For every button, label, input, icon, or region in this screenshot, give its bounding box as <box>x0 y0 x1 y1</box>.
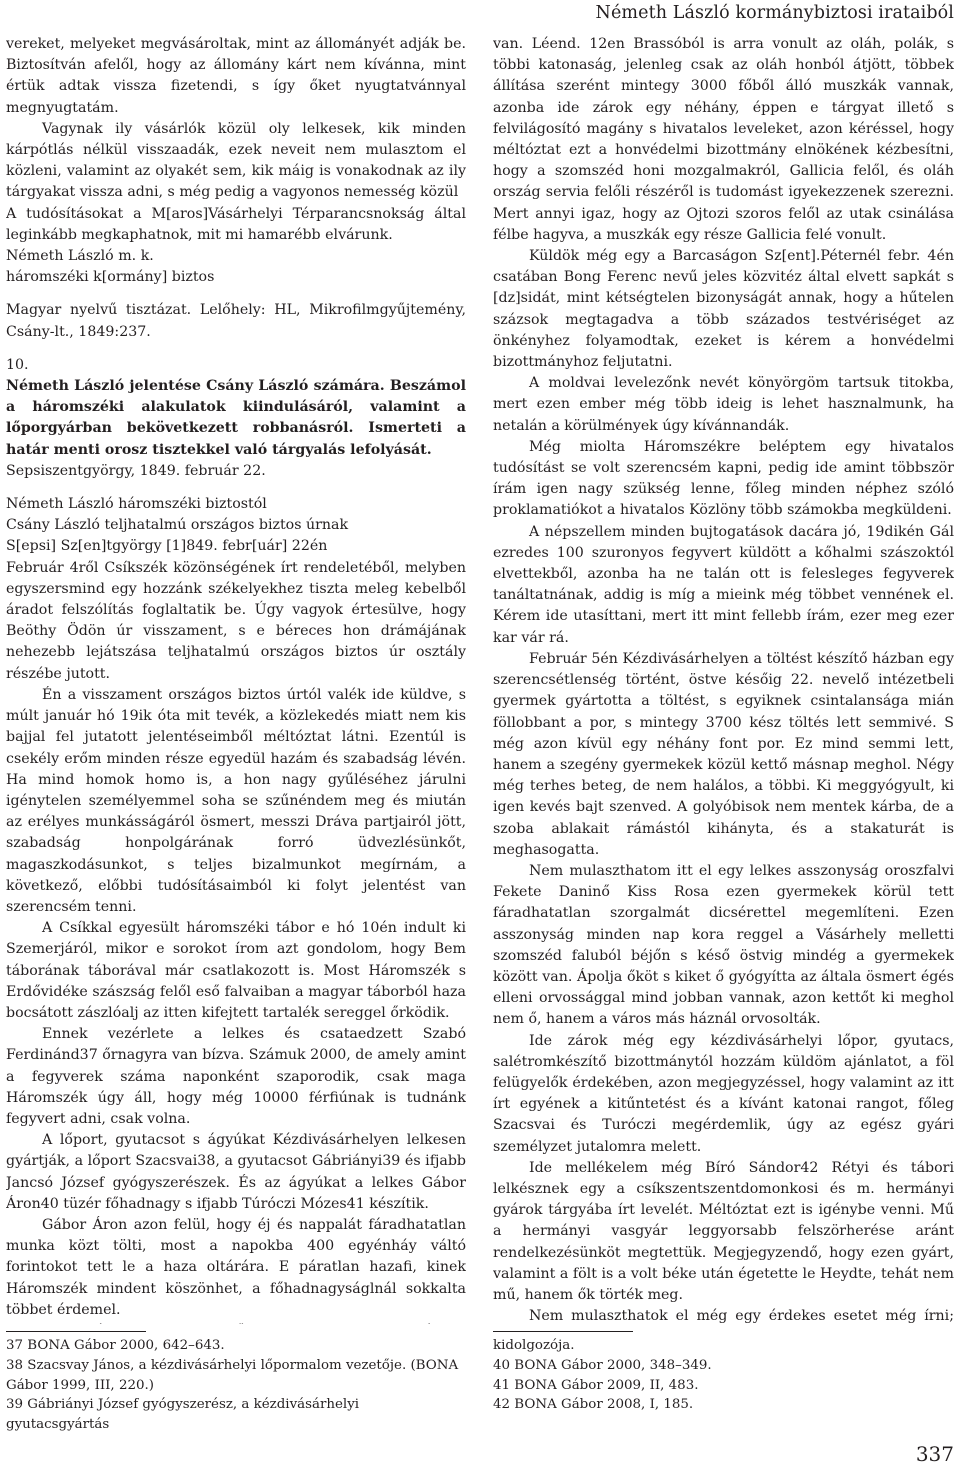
paragraph: Németh László jelentése Csány László számára. Beszámol a háromszéki alakulatok kiindulásáról, valamint a lőporgyárban bekövetkezett robbanásról. Ismerteti a határ menti orosz tisztekkel való tárgyalás lefolyását. <box>6 378 466 458</box>
footnote: 39 Gábriányi József gyógyszerész, a kézdivásárhelyi gyutacsgyártás <box>6 1397 360 1433</box>
paragraph: Gábor Áron azon felül, hogy éj és nappalát fáradhatatlan munka közt tölti, most a napokba 400 egyénháy váltó forintokot tett le a haza oltárára. E páratlan hazafi, kinek Háromszék mindent köszönhet, a főhadnagyságlnál sokkalta többet érdemel. <box>6 1216 466 1318</box>
paragraph: Magyar nyelvű tisztázat. Lelőhely: HL, Mikrofilmgyűjtemény, Csány-lt., 1849:237. <box>6 302 466 340</box>
paragraph: A lőport, gyutacsot s ágyúkat Kézdivásárhelyen lelkesen gyártják, a lőport Szacsvai38, a gyutacsot Gábriányi39 és ifjabb Jancsó József gyógyszerészek. És az ágyúkat a lelkes Gábor Áron40 tüzér főhadnagy s ifjabb Túróczi Mózes41 készítik. <box>6 1132 466 1212</box>
paragraph: A moldvai levelezőnk nevét könyörgöm tartsuk titokba, mert ezen ember még több ideig is lehet hasznalmunk, ha netalán a körülmények úgy kívánnandák. <box>493 375 954 434</box>
right-text-column <box>493 34 954 1324</box>
paragraph: Ennek vezérlete a lelkes és csataedzett Szabó Ferdinánd37 őrnagyra van bízva. Számuk 2000, de amely amint a fegyverek számа naponként szaporodik, csak maga Háromszék úgy áll, hogy még 10000 férfiúnak is tudnánk fegyvert adni, csak volna. <box>6 1026 466 1127</box>
footnote: 42 BONA Gábor 2008, I, 185. <box>493 1397 694 1413</box>
page-number: 337 <box>915 1442 954 1466</box>
paragraph: Ide zárok még egy kézdivásárhelyi lőpor, gyutacs, salétromkészítő bizottmánytól hozzám küldöm ajánlatot, a föl felügyelők érdekében, azon megjegyzéssel, hogy valamint az itt írt egyének a kitűntetést és a kívánt katonai rangot, főleg Szacsvai és Turóczi megérdemlik, úgy az egész gyári személyzet jutalomra melett. <box>493 1032 954 1155</box>
paragraph: Nem mulaszthatok el még egy érdekes esetet még írni; <box>529 1308 954 1324</box>
paragraph: Én a visszament országos biztos úrtól valék ide küldve, s múlt január hó 19ik óta mit tevék, a közlekedés miatt nem kis bajjal fel jutatott jelentéseimből méltóztat látni. Ezentúl is csekély erőm minden része egyedül hazám és szabadság lévén. Ha mind homok homo is, a hon nagy gyűléséhez járulni igénytelen személyemmel soha se szűnéndem meg és miután az erélyes munkásságáról ösmert, messzi Dráva partjairól jött, szabadság honpolgárának forró üdvezlésünkőt, magaszkodásunkot, s teljes bizalmunkot megírnám, a következő, előbbi tudósításaimból ki folyt jelentést van szerencsém tenni. <box>6 686 466 915</box>
footnote: kidolgozója. <box>493 1338 575 1353</box>
footnote: 37 BONA Gábor 2000, 642–643. <box>6 1338 225 1353</box>
paragraph: Február 4ről Csíkszék közönségének írt rendeletéből, melyben egyszersmind egy hozzánk székelyekhez tiszta meleg kebelből áradot felszólítás foglaltatik be. Úgy vagyok értesülve, hogy Beöthy Ödön úr visszament, s e béreces hon drámájának nehezebb lejátszása teljhatalmú országos biztos úr osztály részébe jutott. <box>6 559 466 682</box>
footnote-rule-left <box>6 1331 146 1332</box>
paragraph: Sepsiszentgyörgy, 1849. február 22. <box>6 462 266 479</box>
running-head: Németh László kormánybiztosi irataiból <box>595 3 954 23</box>
left-text-column <box>6 34 466 1324</box>
footnote: 41 BONA Gábor 2009, II, 483. <box>493 1377 699 1393</box>
paragraph: vereket, melyeket megvásároltak, mint az állományét adják be. Biztosítván afelől, hogy az állomány kárt nem kívánna, mint értük adtak vissza fizetendi, s így őket nyugtatvánnyal megnyugtatám. <box>6 36 466 116</box>
paragraph: Még miolta Háromszékre beléptem egy hivatalos tudósítást se volt szerencsém kapni, pedig ide amint többször írám igen nagy szükség lenne, főleg minden néphez szóló proklamatiókot a hivatalos Közlöny több számokba megküldeni. <box>493 438 954 519</box>
paragraph: Németh László háromszéki biztostól <box>6 496 267 513</box>
paragraph: Csány László teljhatalmú országos biztos úrnak <box>6 517 349 534</box>
paragraph: S[epsi] Sz[en]tgyörgy [1]849. febr[uár] 22én <box>6 538 328 555</box>
paragraph: Nem mulaszthatom itt el egy lelkes asszonyság oroszfalvi Fekete Daninő Kiss Rosa ezen gyermekek körül tett fáradhatatlan szorgalmát dicsérettel megemlíteni. Ezen asszonyság minden nap kora reggel a Vásárhely melletti szomszéd faluból béjőn s késő östvig mindég a gyermekek között van. Ápolja őköt s kiket ő gyógyítta az általa ösmert égés elleni orvossággal mind jobban vannak, azon kettőt ki meghol nem ő, hanem a város más háznál orvosolták. <box>493 862 954 1028</box>
footnote-rule-right <box>493 1331 633 1332</box>
paragraph: Küldök még egy a Barcaságon Sz[ent].Péternél febr. 4én csatában Bong Ferenc nevű jeles közvitéz által elvett sapkát s [dz]sidát, mint kétségtelen bizonyságát annak, hogy a hűtelen százsok megtagadva a több százados testvériséget az önkényhez folyamodtak, ezeket is kérem a honvédelmi bizottmányhoz feljutatni. <box>493 248 954 371</box>
footnotes-right <box>493 1336 954 1415</box>
paragraph: háromszéki k[ormány] biztos <box>6 269 215 286</box>
paragraph: Németh László m. k. <box>6 248 154 265</box>
paragraph: Február 5én Kézdivásárhelyen a töltést készítő házban egy szerencsétlenség történt, östve későig 22. nevelő intézetbeli gyermek gyártotta a töltést, s egyiknek csintalansága mián föllobbant a por, s mintegy 3700 kész töltés lett semmivé. S még azon kívül egy néhány font por. Ez mind semmi lett, hanem a szegény gyermekek közül kettő másnap meghol. Négy még terhes beteg, de nem halálos, a többi. Ki meggyógyult, ki igen kevés bajt szenved. A golyóbisok nem mentek kárba, de a szoba ablakait rámástól kihányta, és a stakaturát is meghasogatta. <box>493 650 954 858</box>
paragraph: A Csíkkal egyesült háromszéki tábor e hó 10én indult ki Szemerjáról, mikor e sorokot írom azt gondolom, hogy Bem táborának táborával már csatlakozott is. Most Háromszék s Erdővidéke szászság felől eső falvaiban a magyar táborból haza bocsátott zászlóalj az itten kifejtett tartalék sereggel őrködik. <box>6 920 466 1021</box>
paragraph: Ide mellékelem még Bíró Sándor42 Rétyi és tábori lelkésznek egy a csíkszentszentdomonkosi és m. hermányi gyárok tárgyába írt levelét. Méltóztat ezt is igénybe venni. Mű a hermányi vasgyár leggyorsabb felszörherése aránt rendelkezésünköt megtettük. Megjegyzendő, hogy ezen gyárt, valamint a fölt is a volt béke után égetette le Heydte, tehát nem mű, hanem ők törték meg. <box>493 1159 954 1303</box>
paragraph: A tudósításokat a M[aros]Vásárhelyi Térparancsnokság által leginkább megkaphatnok, mit mi hamarébb elvárunk. <box>6 205 466 243</box>
footnote: 40 BONA Gábor 2000, 348–349. <box>493 1357 712 1373</box>
footnote: 38 Szacsvay János, a kézdivásárhelyi lőpormalom vezetője. (BONA Gábor 1999, III, 220.) <box>6 1357 459 1393</box>
paragraph: van. Léend. 12en Brassóból is arra vonult az oláh, polák, s többi katonaság, jelenleg csak az oláh honból átjött, többek állítása szerént mintegy 3000 főből álló muszkák vannak, azonba ide zárok egy néhány, éppen e tárgyat illető s felvilágosító magány s hivatalos leveleket, azon kéréssel, hogy méltóztat ezt a honvédelmi bizottmány elnökének kézbesítni, hogy a szomszéd honi mozgalmakról, Gallicia felől, és oláh ország servia felőli részéről is tudomást igyekezzenek szerezni. Mert annyi igaz, hogy az Ojtozi szoros felől az utak csinálása félbe hagyva, a muszkák egy része Gallicia felé vonult. <box>493 36 954 243</box>
paragraph: A népszellem minden bujtogatások dacára jó, 19dikén Gál ezredes 100 szuronyos fegyvert küldött a kőhalmi szászoktól elvettekből, azonba ha ne talán ott is felesleges fegyverek tanáltatnának, addig is míg a mieink még többet vennének el. Kérem ide utasíttani, mert itt mint fellebb írám, ezer meg ezer kar vár rá. <box>493 523 954 646</box>
paragraph <box>6 1321 466 1324</box>
paragraph: 10. <box>6 356 29 373</box>
footnotes-left <box>6 1336 466 1435</box>
paragraph: Vagynak ily vásárlók közül oly lelkesek, kik minden kárpótlás nélkül visszaadák, ezek neveit nem mulasztom el közleni, valamint az olyakét sem, kik máig is vonakodnak az ily tárgyakat vissza adni, s még pedig a vagyonos nemesség közül <box>6 120 466 201</box>
